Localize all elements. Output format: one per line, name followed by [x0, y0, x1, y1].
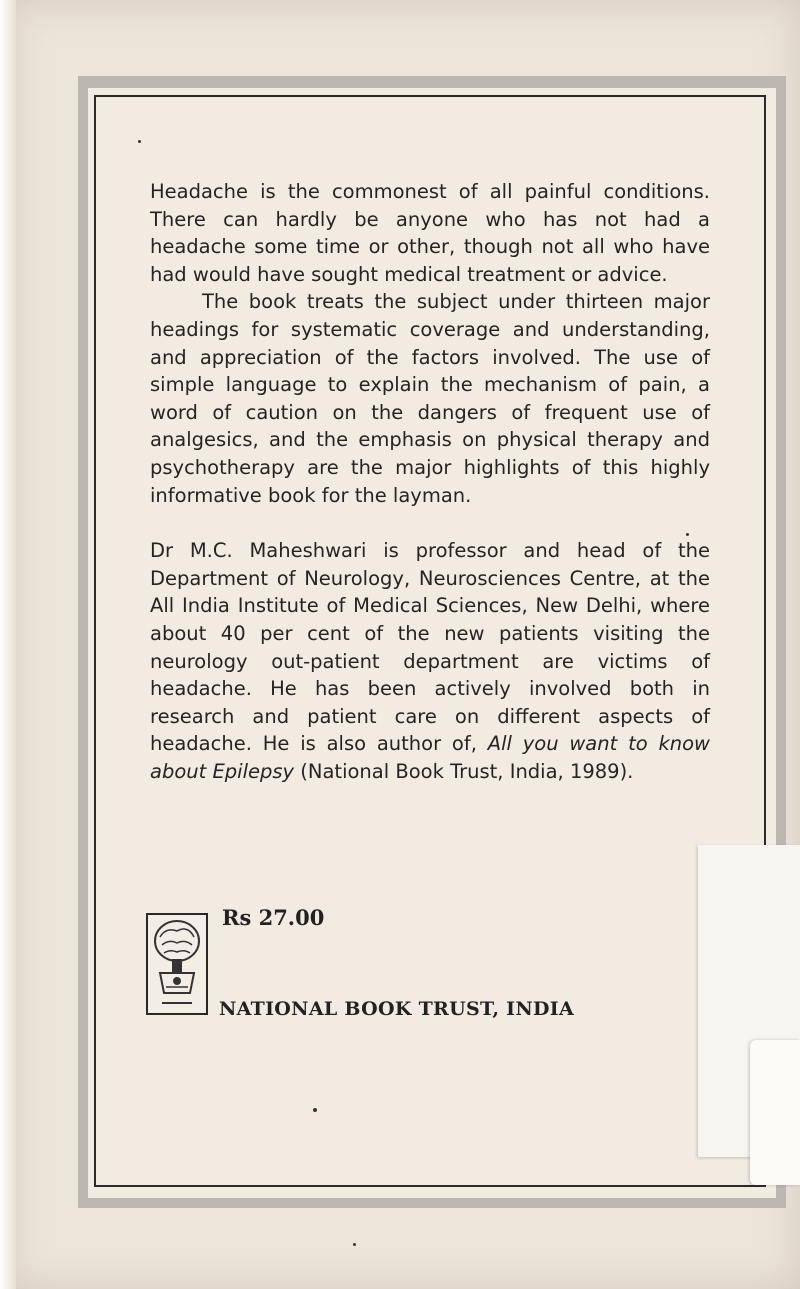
related-book-title: All you want to know about Epilepsy [150, 732, 710, 783]
author-bio [150, 537, 710, 785]
author-bio-text: Dr M.C. Maheshwari is professor and head of the Department of Neurology, Neurosciences Centre, at the All India Institute of Medical Sciences, New Delhi, where about 40 per cent of the new patients visiting the neurology out-patient department are victims of headache. He has been actively involved both in research and patient care on different aspects of headache. He is also author of, [150, 539, 710, 756]
cover-edge [0, 0, 16, 1289]
library-label-tab [750, 1040, 800, 1185]
dust-speck [353, 1243, 356, 1246]
related-book-publisher: (National Book Trust, India, 1989). [300, 759, 634, 783]
blurb-paragraph-1: Headache is the commonest of all painful conditions. There can hardly be anyone who has not had a headache some time or other, though not all who have had would have sought medical treatment or advice. [150, 180, 710, 286]
blurb-text [150, 178, 710, 785]
price: Rs 27.00 [222, 905, 325, 930]
nbt-logo-icon [146, 913, 208, 1015]
publisher-name: NATIONAL BOOK TRUST, INDIA [219, 998, 575, 1020]
dust-speck [313, 1108, 317, 1112]
blurb-paragraph-2: The book treats the subject under thirteen major headings for systematic coverage and understanding, and appreciation of the factors involved. The use of simple language to explain the mechanism of pain, a word of caution on the dangers of frequent use of analgesics, and the emphasis on physical therapy and psychotherapy are the major highlights of this highly informative book for the layman. [150, 290, 710, 507]
dust-speck [138, 140, 141, 143]
dust-speck [686, 533, 689, 536]
